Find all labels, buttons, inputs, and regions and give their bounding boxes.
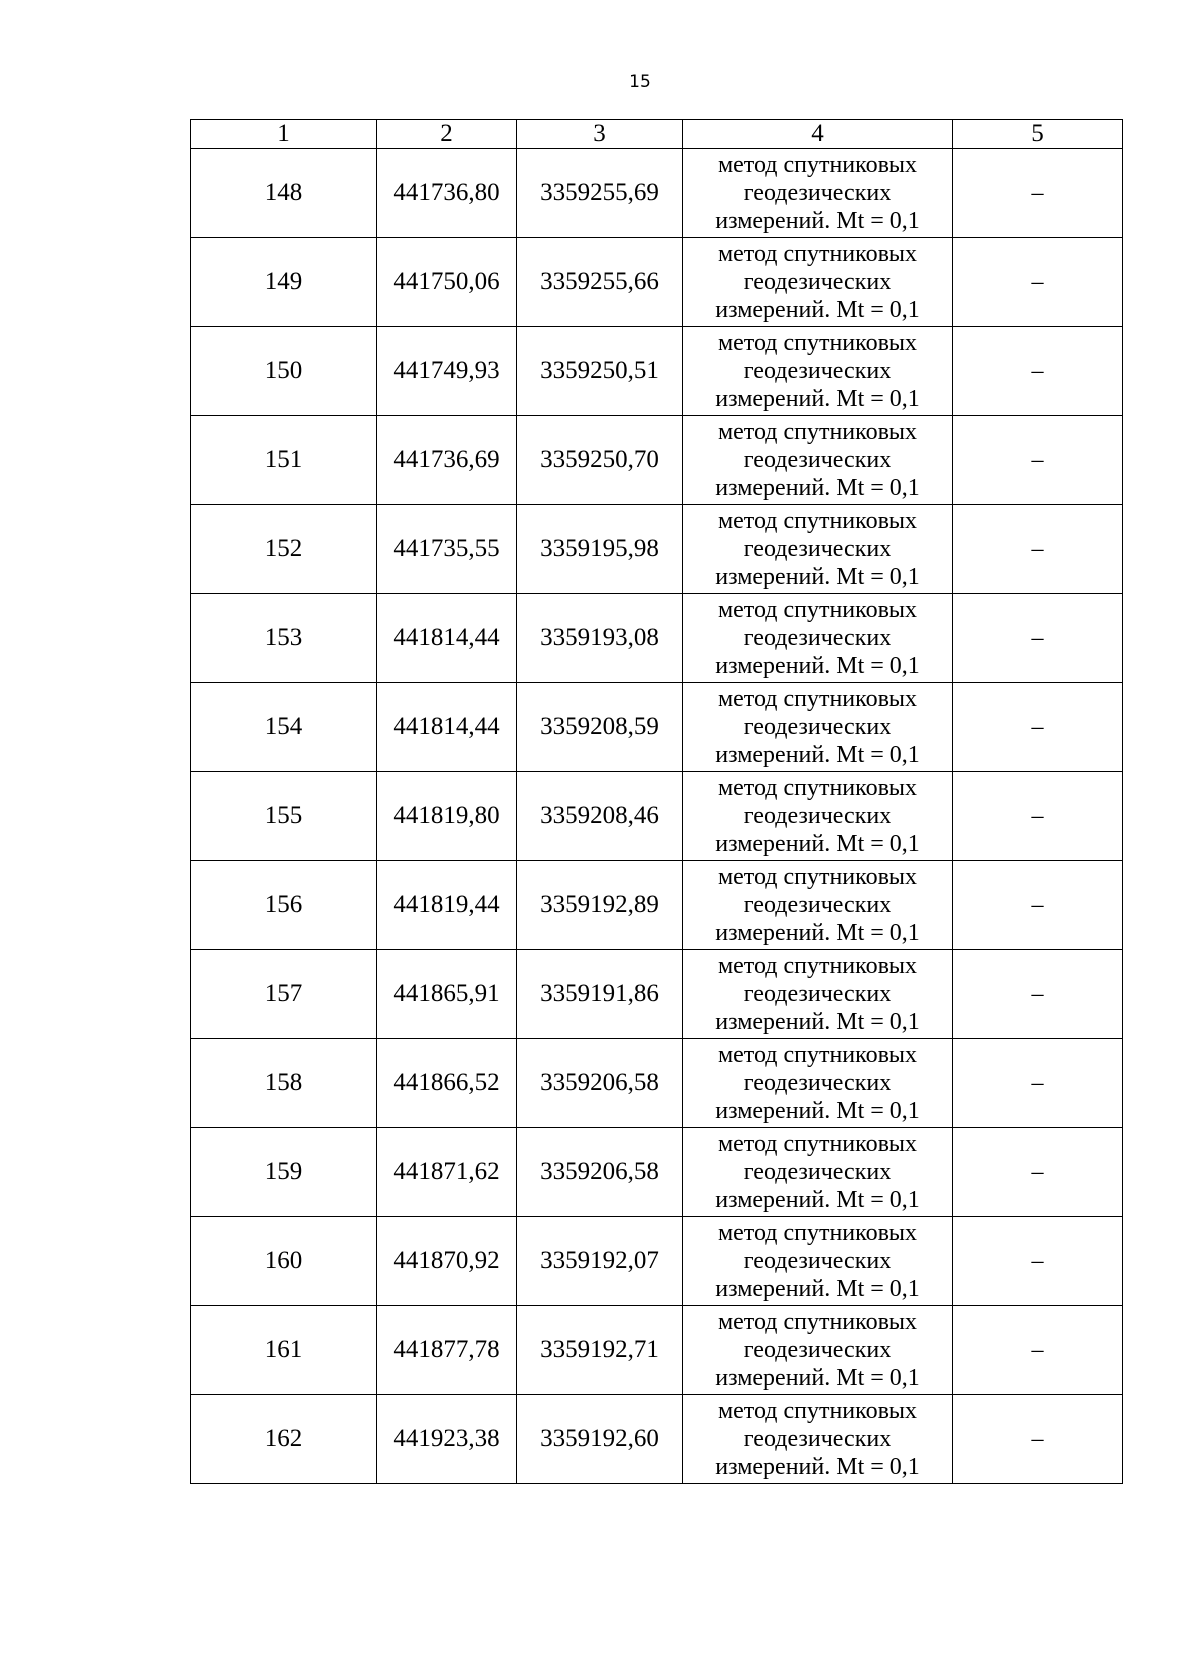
method-line-1: метод спутниковых (717, 419, 918, 445)
note-dash: – (953, 1039, 1123, 1128)
method-line-2: геодезических (743, 714, 892, 740)
table-row (191, 1128, 1123, 1217)
method-line-3: измерений. Mt = 0,1 (715, 742, 920, 768)
point-number: 155 (191, 772, 377, 861)
method-line-2: геодезических (743, 803, 892, 829)
table-header (191, 120, 1123, 149)
method-line-2: геодезических (743, 269, 892, 295)
table-row (191, 683, 1123, 772)
point-number: 150 (191, 327, 377, 416)
method-line-1: метод спутниковых (717, 1220, 918, 1246)
method-line-2: геодезических (743, 1159, 892, 1185)
y-coordinate: 3359206,58 (517, 1128, 683, 1217)
y-coordinate: 3359192,60 (517, 1395, 683, 1484)
method-line-3: измерений. Mt = 0,1 (715, 386, 920, 412)
point-number: 149 (191, 238, 377, 327)
y-coordinate: 3359193,08 (517, 594, 683, 683)
note-dash: – (953, 594, 1123, 683)
method-line-3: измерений. Mt = 0,1 (715, 1365, 920, 1391)
method-line-1: метод спутниковых (717, 864, 918, 890)
header-col-4: 4 (683, 120, 953, 149)
x-coordinate: 441870,92 (377, 1217, 517, 1306)
method-description (683, 594, 953, 683)
method-line-1: метод спутниковых (717, 953, 918, 979)
table-row (191, 950, 1123, 1039)
method-line-2: геодезических (743, 358, 892, 384)
method-line-1: метод спутниковых (717, 686, 918, 712)
x-coordinate: 441877,78 (377, 1306, 517, 1395)
x-coordinate: 441819,80 (377, 772, 517, 861)
point-number: 152 (191, 505, 377, 594)
note-dash: – (953, 149, 1123, 238)
method-line-1: метод спутниковых (717, 1042, 918, 1068)
method-description (683, 149, 953, 238)
y-coordinate: 3359191,86 (517, 950, 683, 1039)
note-dash: – (953, 861, 1123, 950)
table-row (191, 505, 1123, 594)
x-coordinate: 441736,69 (377, 416, 517, 505)
x-coordinate: 441923,38 (377, 1395, 517, 1484)
note-dash: – (953, 683, 1123, 772)
y-coordinate: 3359192,71 (517, 1306, 683, 1395)
point-number: 161 (191, 1306, 377, 1395)
note-dash: – (953, 505, 1123, 594)
table-row (191, 594, 1123, 683)
point-number: 157 (191, 950, 377, 1039)
method-description (683, 327, 953, 416)
note-dash: – (953, 950, 1123, 1039)
header-col-3: 3 (517, 120, 683, 149)
method-description (683, 416, 953, 505)
point-number: 158 (191, 1039, 377, 1128)
note-dash: – (953, 327, 1123, 416)
y-coordinate: 3359255,69 (517, 149, 683, 238)
y-coordinate: 3359195,98 (517, 505, 683, 594)
table-row (191, 238, 1123, 327)
method-description (683, 683, 953, 772)
method-line-3: измерений. Mt = 0,1 (715, 1098, 920, 1124)
method-line-1: метод спутниковых (717, 775, 918, 801)
method-line-2: геодезических (743, 1426, 892, 1452)
y-coordinate: 3359192,89 (517, 861, 683, 950)
y-coordinate: 3359192,07 (517, 1217, 683, 1306)
method-line-2: геодезических (743, 180, 892, 206)
method-description (683, 1217, 953, 1306)
y-coordinate: 3359206,58 (517, 1039, 683, 1128)
point-number: 153 (191, 594, 377, 683)
x-coordinate: 441865,91 (377, 950, 517, 1039)
method-line-2: геодезических (743, 447, 892, 473)
header-col-5: 5 (953, 120, 1123, 149)
point-number: 160 (191, 1217, 377, 1306)
method-line-2: геодезических (743, 1337, 892, 1363)
method-description (683, 1306, 953, 1395)
method-line-2: геодезических (743, 1248, 892, 1274)
method-line-3: измерений. Mt = 0,1 (715, 1276, 920, 1302)
x-coordinate: 441814,44 (377, 594, 517, 683)
note-dash: – (953, 772, 1123, 861)
y-coordinate: 3359255,66 (517, 238, 683, 327)
note-dash: – (953, 238, 1123, 327)
method-line-2: геодезических (743, 1070, 892, 1096)
method-description (683, 238, 953, 327)
method-line-1: метод спутниковых (717, 1398, 918, 1424)
method-description (683, 772, 953, 861)
table-row (191, 1395, 1123, 1484)
note-dash: – (953, 416, 1123, 505)
method-description (683, 505, 953, 594)
page-number: 15 (629, 72, 651, 92)
method-line-1: метод спутниковых (717, 241, 918, 267)
y-coordinate: 3359250,51 (517, 327, 683, 416)
table-row (191, 327, 1123, 416)
point-number: 154 (191, 683, 377, 772)
method-description (683, 1128, 953, 1217)
point-number: 151 (191, 416, 377, 505)
method-description (683, 861, 953, 950)
point-number: 156 (191, 861, 377, 950)
method-line-3: измерений. Mt = 0,1 (715, 831, 920, 857)
method-line-3: измерений. Mt = 0,1 (715, 208, 920, 234)
method-line-3: измерений. Mt = 0,1 (715, 1009, 920, 1035)
method-line-3: измерений. Mt = 0,1 (715, 653, 920, 679)
table-row (191, 149, 1123, 238)
x-coordinate: 441749,93 (377, 327, 517, 416)
note-dash: – (953, 1217, 1123, 1306)
table-body (191, 149, 1123, 1484)
method-line-1: метод спутниковых (717, 330, 918, 356)
x-coordinate: 441871,62 (377, 1128, 517, 1217)
note-dash: – (953, 1128, 1123, 1217)
y-coordinate: 3359208,46 (517, 772, 683, 861)
method-description (683, 950, 953, 1039)
table-row (191, 416, 1123, 505)
x-coordinate: 441866,52 (377, 1039, 517, 1128)
method-line-3: измерений. Mt = 0,1 (715, 1454, 920, 1480)
method-description (683, 1395, 953, 1484)
method-line-2: геодезических (743, 536, 892, 562)
method-line-3: измерений. Mt = 0,1 (715, 1187, 920, 1213)
coordinates-table (190, 119, 1123, 1484)
table-row (191, 1217, 1123, 1306)
method-line-1: метод спутниковых (717, 1131, 918, 1157)
point-number: 148 (191, 149, 377, 238)
method-description (683, 1039, 953, 1128)
x-coordinate: 441750,06 (377, 238, 517, 327)
header-row (191, 120, 1123, 149)
method-line-1: метод спутниковых (717, 152, 918, 178)
y-coordinate: 3359250,70 (517, 416, 683, 505)
method-line-3: измерений. Mt = 0,1 (715, 475, 920, 501)
x-coordinate: 441819,44 (377, 861, 517, 950)
y-coordinate: 3359208,59 (517, 683, 683, 772)
x-coordinate: 441735,55 (377, 505, 517, 594)
method-line-3: измерений. Mt = 0,1 (715, 920, 920, 946)
note-dash: – (953, 1306, 1123, 1395)
table-row (191, 1039, 1123, 1128)
point-number: 162 (191, 1395, 377, 1484)
method-line-1: метод спутниковых (717, 597, 918, 623)
method-line-1: метод спутниковых (717, 1309, 918, 1335)
table-row (191, 1306, 1123, 1395)
header-col-1: 1 (191, 120, 377, 149)
table-row (191, 772, 1123, 861)
method-line-3: измерений. Mt = 0,1 (715, 297, 920, 323)
header-col-2: 2 (377, 120, 517, 149)
method-line-2: геодезических (743, 981, 892, 1007)
method-line-1: метод спутниковых (717, 508, 918, 534)
point-number: 159 (191, 1128, 377, 1217)
method-line-2: геодезических (743, 625, 892, 651)
note-dash: – (953, 1395, 1123, 1484)
method-line-2: геодезических (743, 892, 892, 918)
table-row (191, 861, 1123, 950)
x-coordinate: 441736,80 (377, 149, 517, 238)
method-line-3: измерений. Mt = 0,1 (715, 564, 920, 590)
x-coordinate: 441814,44 (377, 683, 517, 772)
